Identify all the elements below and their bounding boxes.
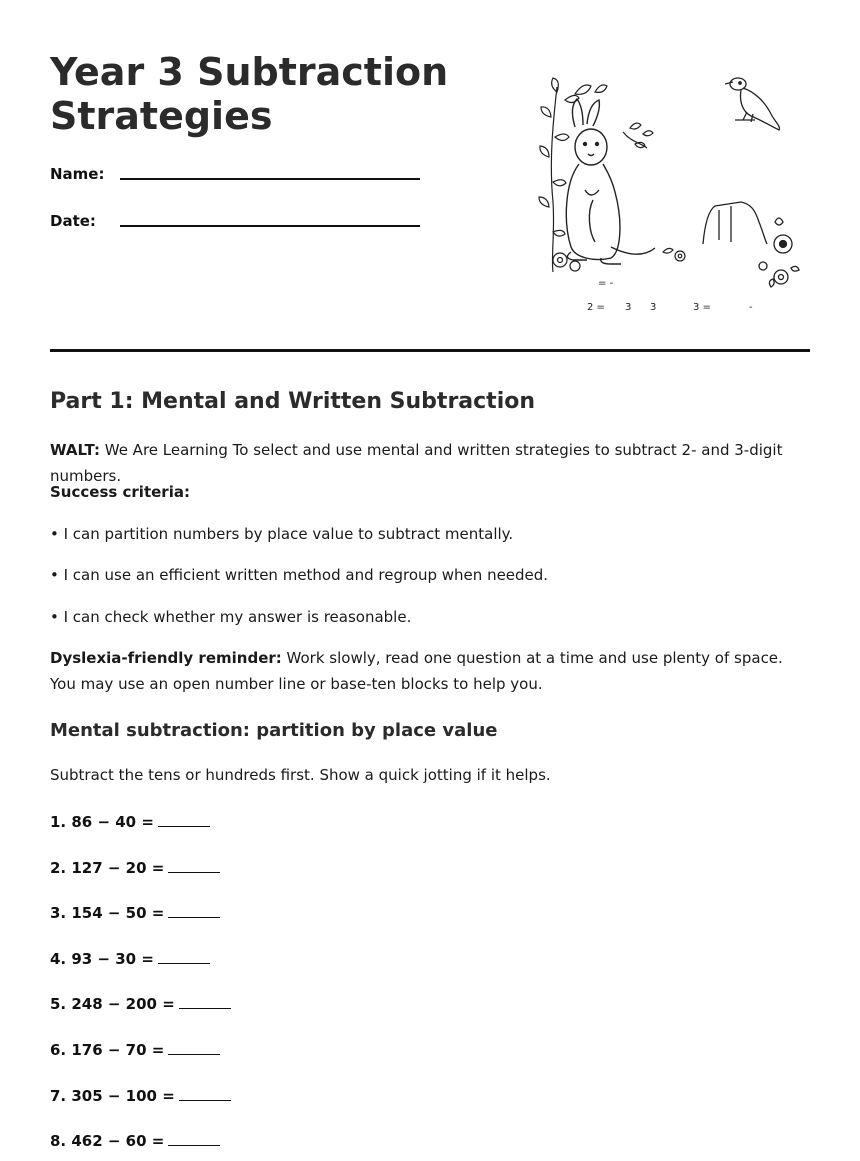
question-item [50, 1040, 220, 1059]
mental-instruction: Subtract the tens or hundreds first. Show a quick jotting if it helps. [50, 766, 551, 784]
date-label: Date: [50, 212, 96, 230]
answer-blank[interactable] [158, 812, 210, 827]
illustration-scribble-5: - [749, 302, 753, 313]
question-item [50, 1131, 220, 1150]
question-text: 5. 248 − 200 = [50, 995, 175, 1013]
question-text: 2. 127 − 20 = [50, 859, 165, 877]
question-text: 6. 176 − 70 = [50, 1041, 165, 1059]
question-item [50, 949, 210, 968]
illustration-scribble-1: 2 = [587, 302, 605, 313]
answer-blank[interactable] [179, 994, 231, 1009]
illustration [535, 72, 810, 317]
criteria-item: • I can check whether my answer is reasonable. [50, 608, 412, 626]
question-text: 1. 86 − 40 = [50, 813, 154, 831]
part1-heading: Part 1: Mental and Written Subtraction [50, 389, 536, 414]
walt-text: We Are Learning To select and use mental and written strategies to subtract 2- and 3-digit numbers. [50, 441, 783, 485]
question-item [50, 903, 220, 922]
answer-blank[interactable] [168, 903, 220, 918]
flowers-icon [539, 78, 685, 272]
rock-formation-icon [703, 202, 799, 287]
page-title [50, 50, 490, 138]
success-criteria-label: Success criteria: [50, 483, 190, 501]
answer-blank[interactable] [168, 1040, 220, 1055]
dyslexia-reminder [50, 645, 810, 697]
name-label: Name: [50, 165, 105, 183]
date-field[interactable] [120, 225, 420, 227]
page-title-line-1: Year 3 Subtraction [50, 50, 449, 94]
question-text: 7. 305 − 100 = [50, 1087, 175, 1105]
answer-blank[interactable] [168, 1131, 220, 1146]
illustration-scribble-2: 3 [625, 302, 632, 313]
question-item [50, 994, 231, 1013]
question-text: 8. 462 − 60 = [50, 1132, 165, 1150]
reminder-text: Work slowly, read one question at a time and use plenty of space. You may use an open number line or base-ten blocks to help you. [50, 649, 783, 693]
illustration-scribble-top: = - [598, 278, 614, 289]
reminder-label: Dyslexia-friendly reminder: [50, 649, 282, 667]
question-item [50, 858, 220, 877]
mental-subtraction-heading: Mental subtraction: partition by place value [50, 720, 498, 741]
answer-blank[interactable] [158, 949, 210, 964]
question-text: 3. 154 − 50 = [50, 904, 165, 922]
header-divider [50, 349, 810, 352]
criteria-item: • I can partition numbers by place value to subtract mentally. [50, 525, 514, 543]
kangaroo-icon [566, 99, 655, 264]
answer-blank[interactable] [168, 858, 220, 873]
kookaburra-icon [725, 78, 779, 130]
illustration-scribble-4: 3 = [693, 302, 711, 313]
question-text: 4. 93 − 30 = [50, 950, 154, 968]
question-item [50, 1086, 231, 1105]
criteria-item: • I can use an efficient written method and regroup when needed. [50, 566, 549, 584]
page-title-line-2: Strategies [50, 94, 273, 138]
illustration-scribble-3: 3 [650, 302, 657, 313]
walt-label: WALT: [50, 441, 100, 459]
answer-blank[interactable] [179, 1086, 231, 1101]
question-item [50, 812, 210, 831]
name-field[interactable] [120, 178, 420, 180]
